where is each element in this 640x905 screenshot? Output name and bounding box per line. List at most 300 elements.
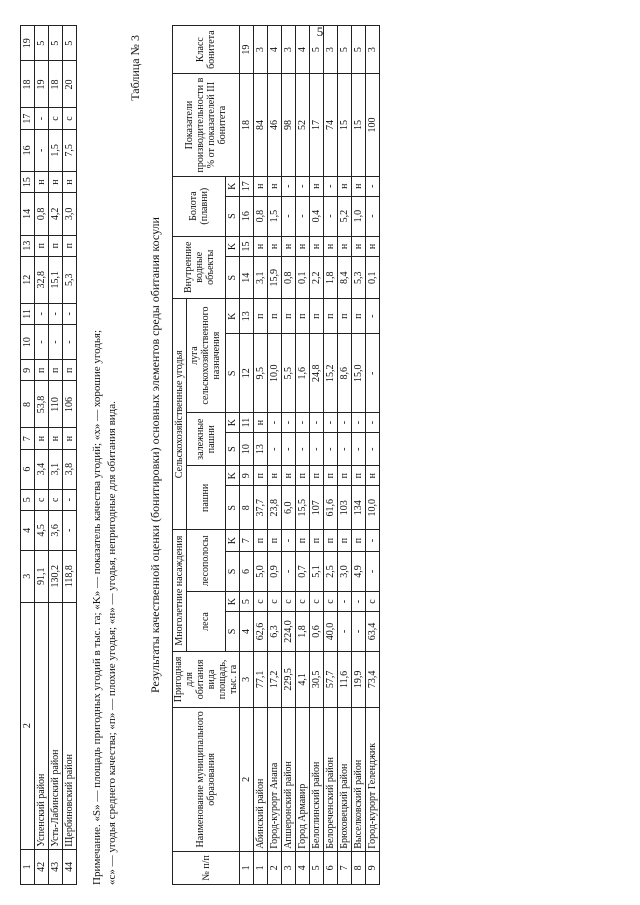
table-cell: 17	[21, 108, 35, 129]
table-cell: 107	[310, 486, 324, 530]
table-cell: 15,5	[296, 486, 310, 530]
table-cell: -	[63, 510, 77, 550]
table-cell: н	[254, 236, 268, 257]
table-cell: -	[268, 433, 282, 466]
table-row	[352, 26, 366, 885]
table-cell: 100	[366, 74, 380, 176]
table-cell: с	[254, 592, 268, 612]
header-arable: пашни	[186, 466, 225, 530]
table-cell: 6	[324, 851, 338, 884]
table-cell: 5	[352, 26, 366, 74]
header-forests: леса	[186, 592, 225, 652]
table-cell: п	[49, 360, 63, 381]
table-cell: с	[35, 489, 49, 510]
table-cell: 74	[324, 74, 338, 176]
table-row	[35, 26, 49, 885]
table-cell: н	[268, 176, 282, 196]
table-cell: н	[35, 428, 49, 449]
header-belts: лесополосы	[186, 530, 225, 592]
table-cell: 37,7	[254, 486, 268, 530]
header-sk-cell: S	[226, 334, 240, 413]
table-cell: -	[324, 413, 338, 433]
table-cell: -	[366, 433, 380, 466]
table-cell: Абинский район	[254, 707, 268, 851]
table-cell: 8	[240, 486, 254, 530]
table-cell: п	[324, 466, 338, 486]
table-cell: 23,8	[268, 486, 282, 530]
table-cell: 103	[338, 486, 352, 530]
table-cell: -	[296, 413, 310, 433]
table-cell: п	[324, 299, 338, 334]
table-cell: -	[352, 592, 366, 612]
table-cell: 5	[35, 26, 49, 61]
table-cell: 14	[240, 257, 254, 299]
header-sk-cell: K	[226, 466, 240, 486]
table-cell: 106	[63, 381, 77, 428]
table-cell: -	[63, 324, 77, 359]
table-cell: 5	[49, 26, 63, 61]
table-cell: -	[282, 551, 296, 591]
table-cell: п	[338, 530, 352, 551]
table-cell: п	[63, 360, 77, 381]
header-suitable-area: Пригодная для обитания вида площадь, тыс. га	[173, 651, 240, 707]
table-cell: 0,4	[310, 196, 324, 236]
table-cell: 6	[21, 449, 35, 489]
table-cell: 2	[21, 602, 35, 849]
table-cell: п	[63, 235, 77, 256]
table-cell: 30,5	[310, 651, 324, 707]
table-cell: 98	[282, 74, 296, 176]
table-cell: н	[282, 236, 296, 257]
table-cell: п	[254, 530, 268, 551]
table-cell: с	[49, 489, 63, 510]
table-cell: п	[268, 530, 282, 551]
table-cell: 10,0	[366, 486, 380, 530]
table-row	[268, 26, 282, 885]
table-cell: 4	[240, 612, 254, 652]
table-row	[282, 26, 296, 885]
table-cell: с	[49, 108, 63, 129]
table-cell: Белореченский район	[324, 707, 338, 851]
table-cell: 42	[35, 849, 49, 884]
header-fallow: залежные пашни	[186, 413, 225, 466]
table-cell: 44	[63, 849, 77, 884]
table-cell: 1,5	[49, 129, 63, 171]
table-cell: -	[338, 413, 352, 433]
table-cell: 9,5	[254, 334, 268, 413]
table-cell: 229,5	[282, 651, 296, 707]
table-cell: 0,6	[310, 612, 324, 652]
table-cell: -	[366, 334, 380, 413]
table-cell: Щербиновский район	[63, 602, 77, 849]
table-cell: 11	[240, 413, 254, 433]
table-cell: н	[338, 176, 352, 196]
table-cell: 9	[240, 466, 254, 486]
table-cell: н	[352, 236, 366, 257]
table-cell: 17	[310, 74, 324, 176]
table-cell: 1,0	[352, 196, 366, 236]
table-cell: 5	[21, 489, 35, 510]
header-swamps: Болота (плавни)	[173, 176, 226, 236]
table-cell: -	[324, 433, 338, 466]
table-cell: 2	[240, 707, 254, 851]
table-cell: 9	[366, 851, 380, 884]
table-cell: 3	[240, 651, 254, 707]
table-cell: 1	[240, 851, 254, 884]
table-cell: -	[310, 413, 324, 433]
table-note	[90, 25, 120, 885]
header-sk-cell: K	[226, 592, 240, 612]
table-cell: -	[366, 530, 380, 551]
main-table	[172, 25, 380, 885]
table-row	[338, 26, 352, 885]
table-cell: 15,9	[268, 257, 282, 299]
table-cell: 10	[21, 324, 35, 359]
table-cell: н	[338, 236, 352, 257]
header-sk-cell: K	[226, 176, 240, 196]
table-cell: п	[338, 466, 352, 486]
table-cell: 17,2	[268, 651, 282, 707]
table-cell: п	[268, 299, 282, 334]
table-cell: 52	[296, 74, 310, 176]
table-cell: 6,3	[268, 612, 282, 652]
table-cell: 19,9	[352, 651, 366, 707]
header-sk-cell: S	[226, 612, 240, 652]
table-cell: н	[324, 236, 338, 257]
table-cell: -	[296, 176, 310, 196]
table-cell: 3	[366, 26, 380, 74]
table-cell: 5,2	[338, 196, 352, 236]
table-cell: с	[310, 592, 324, 612]
table-cell: 224,0	[282, 612, 296, 652]
table-cell: -	[366, 413, 380, 433]
table-row	[296, 26, 310, 885]
header-class: Класс бонитета	[173, 26, 240, 74]
table-cell: 1,6	[296, 334, 310, 413]
table-cell: 18	[49, 61, 63, 108]
table-cell: 0,8	[35, 193, 49, 235]
table-cell: 6,0	[282, 486, 296, 530]
table-cell: -	[282, 433, 296, 466]
table-cell: -	[282, 196, 296, 236]
table-cell: 15	[240, 236, 254, 257]
table-cell: 130,2	[49, 550, 63, 602]
table-cell: 13	[240, 299, 254, 334]
table-cell: н	[268, 466, 282, 486]
table-cell: н	[296, 236, 310, 257]
table-cell: н	[254, 413, 268, 433]
table-cell: -	[49, 324, 63, 359]
table-cell: 5,1	[310, 551, 324, 591]
table-row	[324, 26, 338, 885]
table-cell: 118,8	[63, 550, 77, 602]
table-cell: -	[352, 413, 366, 433]
table-cell: Выселковский район	[352, 707, 366, 851]
table-cell: Белоглинский район	[310, 707, 324, 851]
table-cell: 5,0	[254, 551, 268, 591]
table-cell: 15	[352, 74, 366, 176]
table-cell: н	[254, 176, 268, 196]
table-cell: 4	[296, 851, 310, 884]
table-cell: -	[49, 303, 63, 324]
table-cell: 84	[254, 74, 268, 176]
table-cell: 32,8	[35, 256, 49, 303]
table-cell: 3,1	[49, 449, 63, 489]
table-cell: 2,5	[324, 551, 338, 591]
header-meadows: луга сельскохозяйственного назначения	[186, 299, 225, 413]
table-cell: 0,8	[282, 257, 296, 299]
table-cell: 4	[21, 510, 35, 550]
header-sk-cell: K	[226, 299, 240, 334]
table-cell: 5	[240, 592, 254, 612]
table-cell: 8	[21, 381, 35, 428]
table-cell: -	[35, 108, 49, 129]
table-cell: 11,6	[338, 651, 352, 707]
table-cell: Усть-Лабинский район	[49, 602, 63, 849]
table-cell: 0,9	[268, 551, 282, 591]
table-cell: 134	[352, 486, 366, 530]
table-cell: п	[254, 466, 268, 486]
table-cell: п	[310, 530, 324, 551]
table-cell: 3,4	[35, 449, 49, 489]
table-cell: 5	[310, 851, 324, 884]
table-cell: п	[352, 530, 366, 551]
header-sk-cell: K	[226, 236, 240, 257]
table-cell: 8,4	[338, 257, 352, 299]
table-cell: 1	[254, 851, 268, 884]
table-row	[366, 26, 380, 885]
table-cell: 1,8	[296, 612, 310, 652]
table-cell: -	[324, 196, 338, 236]
table-cell: п	[310, 299, 324, 334]
header-sk-cell: K	[226, 530, 240, 551]
table-cell: 15	[21, 172, 35, 193]
table-cell: 7	[21, 428, 35, 449]
table-cell: -	[35, 324, 49, 359]
table-cell: н	[49, 172, 63, 193]
table-cell: н	[63, 172, 77, 193]
table-cell: 13	[21, 235, 35, 256]
table-cell: 3	[324, 26, 338, 74]
table-cell: -	[352, 612, 366, 652]
header-sk-cell: S	[226, 196, 240, 236]
table-cell: 8,6	[338, 334, 352, 413]
table-cell: -	[35, 129, 49, 171]
table-cell: 46	[268, 74, 282, 176]
table-cell: -	[310, 433, 324, 466]
table-cell: п	[35, 235, 49, 256]
table-cell: п	[310, 466, 324, 486]
table-cell: 18	[240, 74, 254, 176]
table-cell: 53,8	[35, 381, 49, 428]
table-cell: 17	[240, 176, 254, 196]
table-cell: н	[268, 236, 282, 257]
table-cell: -	[338, 433, 352, 466]
table-cell: н	[49, 428, 63, 449]
table-cell: -	[366, 176, 380, 196]
table-cell: 3,0	[338, 551, 352, 591]
table-cell: 2	[268, 851, 282, 884]
table-cell: -	[352, 433, 366, 466]
table-cell: п	[296, 466, 310, 486]
table-cell: 11	[21, 303, 35, 324]
table-cell: 7,5	[63, 129, 77, 171]
table-cell: п	[352, 466, 366, 486]
header-sk-cell: K	[226, 413, 240, 433]
table-cell: 1,8	[324, 257, 338, 299]
header-productivity: Показатели производительности в % от показателей III бонитета	[173, 74, 240, 176]
table-cell: 19	[21, 26, 35, 61]
table-cell: 0,1	[296, 257, 310, 299]
table-cell: -	[282, 530, 296, 551]
table-index-row	[240, 26, 254, 885]
table-row	[49, 26, 63, 885]
table-cell: -	[366, 196, 380, 236]
header-num: № п/п	[173, 851, 240, 884]
table-cell: 73,4	[366, 651, 380, 707]
table-cell: 3,6	[49, 510, 63, 550]
table-cell: 5	[338, 26, 352, 74]
table-cell: 9	[21, 360, 35, 381]
page-number: 5	[316, 24, 324, 39]
table-cell: 57,7	[324, 651, 338, 707]
header-sk-cell: S	[226, 257, 240, 299]
table-cell: 12	[21, 256, 35, 303]
table-cell: -	[366, 299, 380, 334]
table-cell: 4,5	[35, 510, 49, 550]
table-cell: 63,4	[366, 612, 380, 652]
table-cell: -	[63, 489, 77, 510]
table-cell: п	[324, 530, 338, 551]
table-cell: 13	[254, 433, 268, 466]
table-cell: 7	[338, 851, 352, 884]
table-cell: 4,1	[296, 651, 310, 707]
table-cell: Апшеронский район	[282, 707, 296, 851]
table-cell: с	[296, 592, 310, 612]
table-cell: 15,2	[324, 334, 338, 413]
table-cell: 5	[63, 26, 77, 61]
table-cell: 14	[21, 193, 35, 235]
table-cell: 15,0	[352, 334, 366, 413]
table-cell: 4	[268, 26, 282, 74]
table-cell: Успенский район	[35, 602, 49, 849]
table-cell: 16	[21, 129, 35, 171]
table-cell: с	[282, 592, 296, 612]
table-cell: -	[338, 592, 352, 612]
table-cell: Брюховецкий район	[338, 707, 352, 851]
table-cell: 3	[254, 26, 268, 74]
table-cell: 4,9	[352, 551, 366, 591]
table-cell: 8	[352, 851, 366, 884]
table-cell: 15	[338, 74, 352, 176]
table-cell: -	[282, 413, 296, 433]
table-cell: 3	[282, 26, 296, 74]
table-cell: н	[310, 236, 324, 257]
table-cell: 20	[63, 61, 77, 108]
table-cell: 40,0	[324, 612, 338, 652]
table-cell: 43	[49, 849, 63, 884]
table-cell: 5,5	[282, 334, 296, 413]
table-cell: с	[63, 108, 77, 129]
header-sk-cell: S	[226, 486, 240, 530]
table-cell: Город Армавир	[296, 707, 310, 851]
table-cell: 5	[310, 26, 324, 74]
table-cell: 4,2	[49, 193, 63, 235]
table-cell: Город-курорт Анапа	[268, 707, 282, 851]
rotated-content	[20, 25, 620, 885]
table-cell: 18	[21, 61, 35, 108]
table-cell: 10	[240, 433, 254, 466]
table-cell: н	[282, 466, 296, 486]
table-row	[63, 26, 77, 885]
table-cell: н	[366, 236, 380, 257]
table-cell: н	[366, 466, 380, 486]
table-cell: 3	[282, 851, 296, 884]
table-row	[310, 26, 324, 885]
table-cell: п	[282, 299, 296, 334]
table-cell: 0,7	[296, 551, 310, 591]
table-cell: 3,1	[254, 257, 268, 299]
table-cell: 16	[240, 196, 254, 236]
note-line-2: «с» — угодья среднего качества; «п» — плохие угодья; «н» — угодья, непригодные для обитания вида.	[106, 401, 118, 885]
header-perennial: Многолетние насаждения	[173, 530, 187, 651]
table-cell: 10,0	[268, 334, 282, 413]
table-caption: Результаты качественной оценки (бонитировки) основных элементов среды обитания косули	[148, 217, 162, 693]
table-cell: -	[338, 612, 352, 652]
table-cell: п	[296, 299, 310, 334]
table-cell: н	[35, 172, 49, 193]
table-cell: 19	[35, 61, 49, 108]
table-cell: 5,3	[63, 256, 77, 303]
table-cell: 62,6	[254, 612, 268, 652]
table-cell: -	[268, 413, 282, 433]
table-row	[254, 26, 268, 885]
table-cell: -	[296, 196, 310, 236]
table-cell: 1,5	[268, 196, 282, 236]
table-cell: -	[63, 303, 77, 324]
table-cell: 61,6	[324, 486, 338, 530]
table-cell: 19	[240, 26, 254, 74]
table-cell: 1	[21, 849, 35, 884]
table-cell: 0,1	[366, 257, 380, 299]
table-cell: 91,1	[35, 550, 49, 602]
table-label: Таблица № 3	[128, 35, 142, 101]
table-cell: 2,2	[310, 257, 324, 299]
table-cell: Город-курорт Геленджик	[366, 707, 380, 851]
table-cell: 0,8	[254, 196, 268, 236]
table-cell: -	[324, 176, 338, 196]
previous-table	[20, 25, 77, 885]
table-cell: п	[338, 299, 352, 334]
table-cell: -	[366, 551, 380, 591]
header-sk-cell: S	[226, 433, 240, 466]
table-cell: 77,1	[254, 651, 268, 707]
table-cell: 15,1	[49, 256, 63, 303]
header-sk-cell: S	[226, 551, 240, 591]
table-cell: п	[35, 360, 49, 381]
table-cell: 110	[49, 381, 63, 428]
table-cell: с	[366, 592, 380, 612]
table-cell: 7	[240, 530, 254, 551]
table-cell: -	[296, 433, 310, 466]
header-agri: Сельскохозяйственные угодья	[173, 299, 187, 530]
table-cell: 24,8	[310, 334, 324, 413]
table-cell: н	[63, 428, 77, 449]
table-cell: -	[282, 176, 296, 196]
table-cell: 12	[240, 334, 254, 413]
table-index-row	[21, 26, 35, 885]
note-line-1: Примечание. «S» — площадь пригодных угодий в тыс. га; «K» — показатель качества угодий; «х» — хорошие угодья;	[91, 329, 103, 885]
